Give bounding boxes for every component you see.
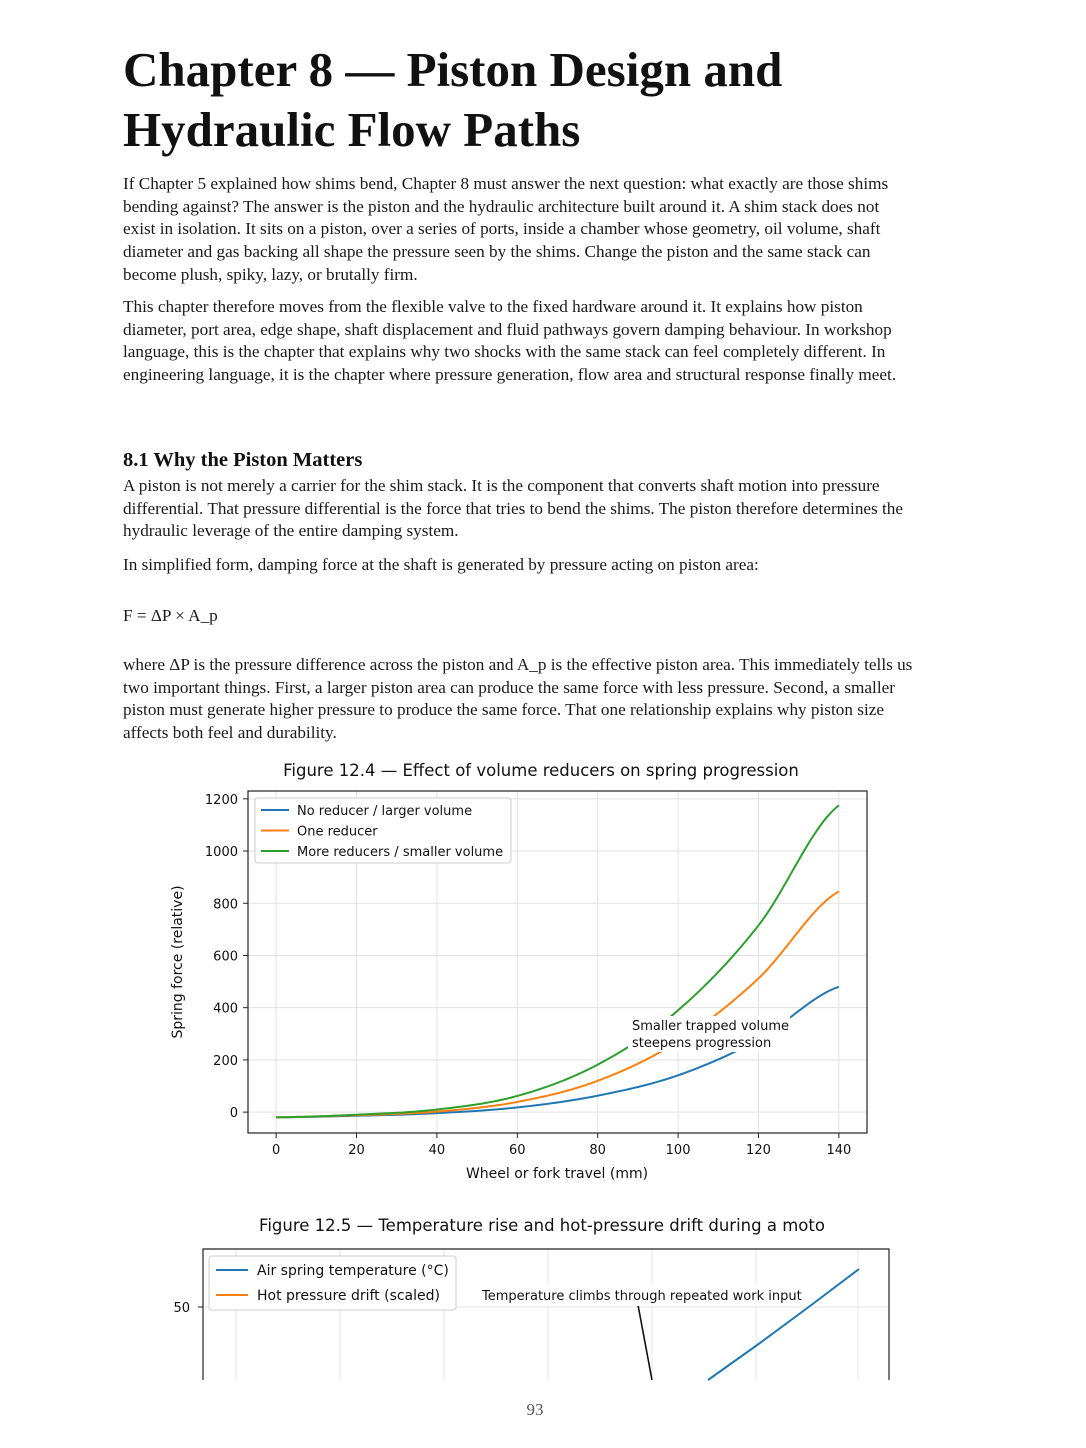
intro-paragraph-2: This chapter therefore moves from the flexible valve to the fixed hardware around it. It explains how piston diameter, port area, edge shape, shaft displacement and fluid pathways govern damping behaviour. In workshop language, this is the chapter that explains why two shocks with the same stack can feel completely different. In engineering language, it is the chapter where pressure generation, flow area and structural response finally meet.	[123, 297, 897, 385]
page-number: 93	[526, 1400, 544, 1419]
y-tick-label: 400	[213, 1001, 238, 1017]
y-tick-label: 800	[213, 897, 238, 913]
chapter-title: Chapter 8 — Piston Design and Hydraulic Flow Paths	[123, 42, 783, 157]
annotation-text-line-1: Smaller trapped volume	[632, 1019, 790, 1034]
legend-entry: No reducer / larger volume	[297, 804, 473, 819]
x-tick-label: 140	[826, 1143, 852, 1158]
equation: F = ΔP × A_p	[123, 606, 218, 625]
y-tick-label: 1200	[204, 792, 238, 808]
y-tick-label: 200	[213, 1053, 238, 1069]
y-axis-label: Spring force (relative)	[170, 885, 186, 1039]
y-tick-label: 50	[173, 1301, 190, 1316]
annotation-arrow	[638, 1305, 652, 1380]
x-tick-label: 100	[665, 1143, 691, 1158]
x-tick-label: 80	[589, 1143, 606, 1158]
y-tick-label: 1000	[204, 845, 238, 861]
chart-title: Figure 12.4 — Effect of volume reducers on spring progression	[283, 761, 799, 780]
section-heading: 8.1 Why the Piston Matters	[123, 449, 363, 471]
x-tick-label: 0	[271, 1143, 281, 1158]
section-paragraph-2: In simplified form, damping force at the shaft is generated by pressure acting on piston area:	[123, 555, 759, 574]
legend-entry: Air spring temperature (°C)	[257, 1263, 449, 1279]
x-tick-label: 120	[746, 1143, 771, 1158]
x-tick-label: 60	[509, 1143, 526, 1158]
y-tick-label: 600	[213, 949, 238, 965]
section-paragraph-3: where ΔP is the pressure difference across the piston and A_p is the effective piston area. This immediately tells us two important things. First, a larger piston area can produce the same force with less pressure. Second, a smaller piston must generate higher pressure to produce the same force. That one relationship explains why piston size affects both feel and durability.	[123, 655, 913, 743]
annotation-text: Temperature climbs through repeated work input	[482, 1289, 802, 1304]
annotation-text-line-2: steepens progression	[632, 1036, 772, 1051]
legend	[209, 1256, 456, 1310]
legend-entry: One reducer	[297, 824, 378, 840]
x-tick-label: 40	[428, 1143, 446, 1158]
legend-entry: More reducers / smaller volume	[297, 845, 504, 860]
section-paragraph-1: A piston is not merely a carrier for the shim stack. It is the component that converts shaft motion into pressure differential. That pressure differential is the force that tries to bend the shims. The piston therefore determines the hydraulic leverage of the entire damping system.	[123, 476, 904, 541]
x-tick-label: 20	[348, 1143, 365, 1158]
chart-title: Figure 12.5 — Temperature rise and hot-pressure drift during a moto	[259, 1216, 825, 1235]
intro-paragraph-1: If Chapter 5 explained how shims bend, Chapter 8 must answer the next question: what exactly are those shims bending against? The answer is the piston and the hydraulic architecture built around it. A shim stack does not exist in isolation. It sits on a piston, over a series of ports, inside a chamber whose geometry, oil volume, shaft diameter and gas backing all shape the pressure seen by the shims. Change the piston and the same stack can become plush, spiky, lazy, or brutally firm.	[123, 174, 889, 284]
y-tick-label: 0	[229, 1106, 238, 1122]
legend-entry: Hot pressure drift (scaled)	[257, 1288, 440, 1304]
x-axis-label: Wheel or fork travel (mm)	[465, 1166, 649, 1182]
